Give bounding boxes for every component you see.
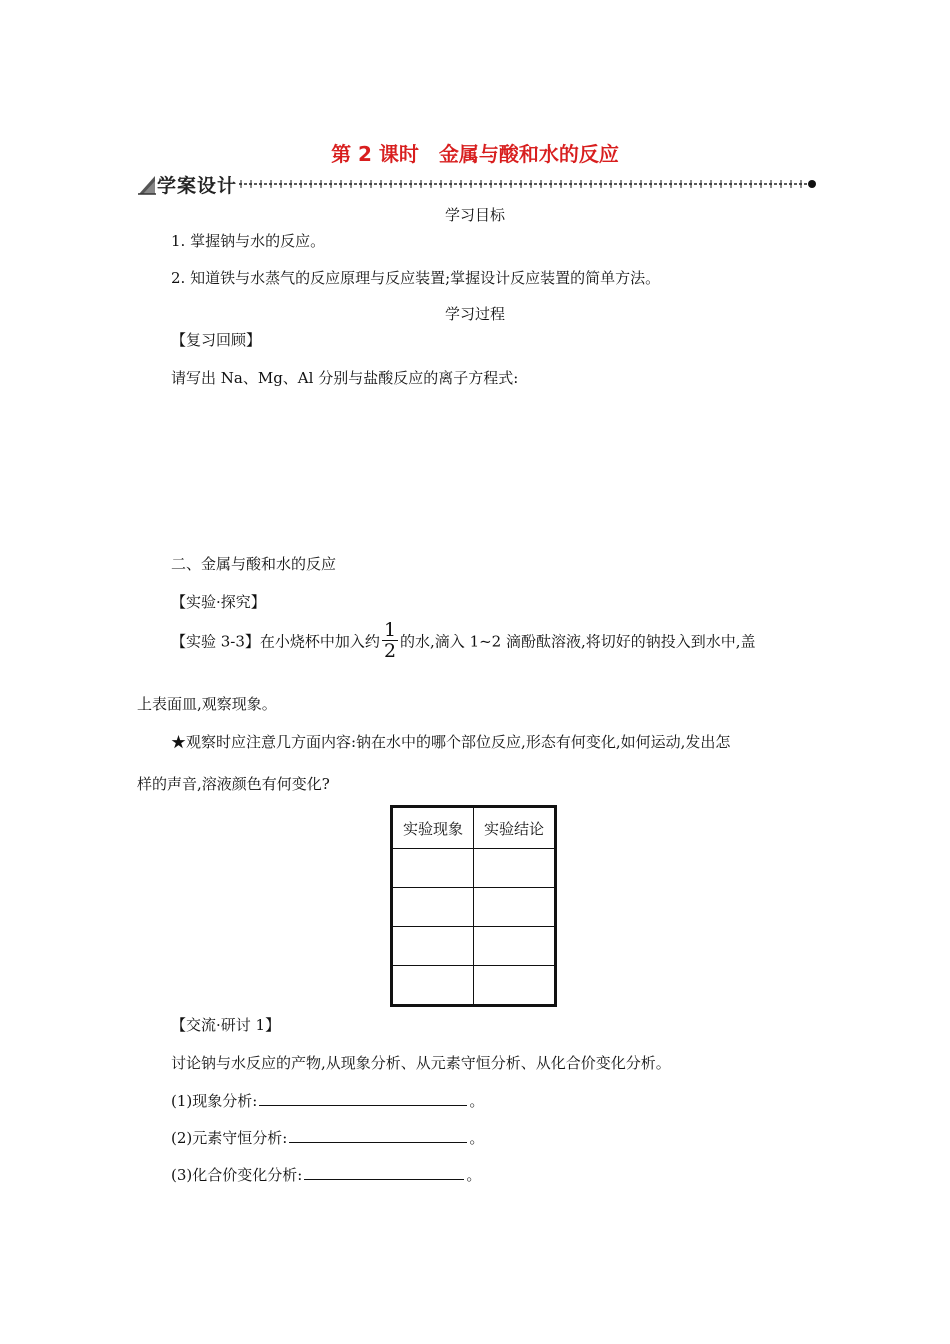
analysis-item-conservation [171, 1127, 484, 1148]
objective-item: 2. 知道铁与水蒸气的反应原理与反应装置;掌握设计反应装置的简单方法。 [171, 269, 661, 287]
banner-label: 学案设计 [157, 175, 238, 197]
explore-tag: 【实验·探究】 [171, 593, 266, 611]
section-heading: 二、金属与酸和水的反应 [171, 555, 337, 573]
process-heading: 学习过程 [444, 305, 505, 323]
experiment-line [171, 619, 756, 663]
table-header-row [392, 807, 556, 849]
page-title: 第 2 课时 金属与酸和水的反应 [331, 142, 619, 166]
objective-item: 1. 掌握钠与水的反应。 [171, 232, 326, 250]
analysis-end: 。 [469, 1092, 485, 1110]
objectives-heading: 学习目标 [444, 206, 505, 224]
table-cell[interactable] [474, 849, 556, 888]
table-cell[interactable] [474, 927, 556, 966]
table-row [392, 888, 556, 927]
answer-blank[interactable] [259, 1090, 467, 1106]
experiment-line-2: 上表面皿,观察现象。 [137, 695, 277, 713]
pencil-icon [137, 173, 157, 195]
observation-note: ★观察时应注意几方面内容:钠在水中的哪个部位反应,形态有何变化,如何运动,发出怎 [171, 733, 731, 751]
analysis-end: 。 [466, 1166, 482, 1184]
discussion-prompt: 讨论钠与水反应的产物,从现象分析、从元素守恒分析、从化合价变化分析。 [171, 1054, 671, 1072]
table-header-cell: 实验现象 [392, 807, 474, 849]
fraction-numerator: 1 [383, 619, 397, 641]
experiment-lead: 【实验 3-3】在小烧杯中加入约 [171, 632, 380, 651]
section-banner [137, 170, 817, 198]
analysis-item-valence [171, 1164, 481, 1185]
analysis-label: (2)元素守恒分析: [171, 1129, 288, 1147]
analysis-label: (1)现象分析: [171, 1092, 258, 1110]
observation-note-2: 样的声音,溶液颜色有何变化? [137, 775, 330, 793]
experiment-rest: 的水,滴入 1~2 滴酚酞溶液,将切好的钠投入到水中,盖 [400, 632, 756, 651]
table-cell[interactable] [474, 888, 556, 927]
review-tag: 【复习回顾】 [171, 331, 262, 349]
table-row [392, 966, 556, 1006]
fraction-denominator: 2 [383, 640, 397, 662]
table-cell[interactable] [392, 849, 474, 888]
review-prompt: 请写出 Na、Mg、Al 分别与盐酸反应的离子方程式: [171, 369, 519, 387]
table-row [392, 849, 556, 888]
dotted-rule [239, 170, 817, 198]
table-row [392, 927, 556, 966]
fraction [382, 620, 398, 661]
answer-blank[interactable] [289, 1127, 467, 1143]
answer-blank[interactable] [304, 1164, 464, 1180]
experiment-table [390, 805, 557, 1007]
table-cell[interactable] [474, 966, 556, 1006]
analysis-item-phenomenon [171, 1090, 484, 1111]
table-cell[interactable] [392, 927, 474, 966]
table-cell[interactable] [392, 966, 474, 1006]
table-cell[interactable] [392, 888, 474, 927]
table-header-cell: 实验结论 [474, 807, 556, 849]
analysis-end: 。 [469, 1129, 485, 1147]
analysis-label: (3)化合价变化分析: [171, 1166, 303, 1184]
discussion-tag: 【交流·研讨 1】 [171, 1016, 281, 1034]
